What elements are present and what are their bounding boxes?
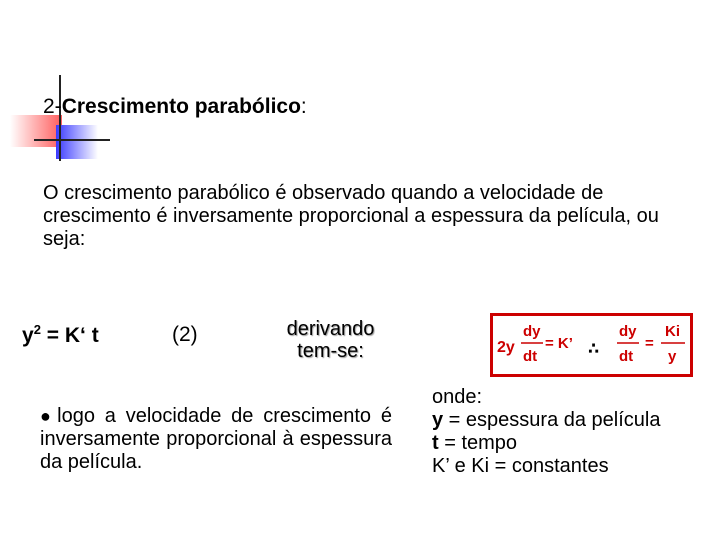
decorative-corner-graphic <box>0 75 110 165</box>
derivando-label <box>268 318 393 362</box>
eq-den3: y <box>668 348 677 365</box>
boxed-equation-svg <box>493 316 690 374</box>
intro-paragraph: O crescimento parabólico é observado quando a velocidade de crescimento é inversamente proporcional a espessura da película, ou seja: <box>43 182 659 250</box>
formula-exponent: 2 <box>33 322 41 337</box>
formula-rest: = K‘ t <box>40 324 99 347</box>
definition-k: K’ e Ki = constantes <box>432 455 609 477</box>
definition-t <box>432 432 717 455</box>
derivando-line2: tem-se: <box>297 340 364 362</box>
definitions-heading: onde: <box>432 386 483 408</box>
eq-num2: dy <box>619 323 637 340</box>
def-y-text: = espessura da película <box>443 409 661 431</box>
definitions-block <box>432 386 717 478</box>
bullet-text: logo a velocidade de crescimento é inversamente proporcional à espessura da película. <box>40 405 392 473</box>
title-text: Crescimento parabólico <box>61 95 301 118</box>
boxed-equation <box>490 313 693 377</box>
derivando-line1: derivando <box>286 318 375 340</box>
eq-eq2: = <box>645 335 654 352</box>
eq-therefore: ∴ <box>588 341 600 358</box>
equation-number: (2) <box>172 323 198 346</box>
parabolic-formula <box>22 322 99 348</box>
title-number: 2- <box>43 95 62 118</box>
bullet-paragraph <box>40 405 392 474</box>
eq-den1: dt <box>523 348 538 365</box>
title-suffix: : <box>300 95 307 118</box>
def-t-text: = tempo <box>438 432 518 454</box>
eq-den2: dt <box>619 348 634 365</box>
eq-eq1: = K’ <box>545 335 573 352</box>
bullet-icon: ● <box>40 406 56 426</box>
var-y: y <box>432 409 444 431</box>
definition-y <box>432 409 717 432</box>
eq-num1: dy <box>523 323 541 340</box>
formula-base: y <box>22 324 34 347</box>
var-t: t <box>432 432 439 454</box>
slide-title <box>43 95 307 119</box>
eq-num3: Ki <box>665 323 680 340</box>
eq-coef: 2y <box>497 339 515 356</box>
